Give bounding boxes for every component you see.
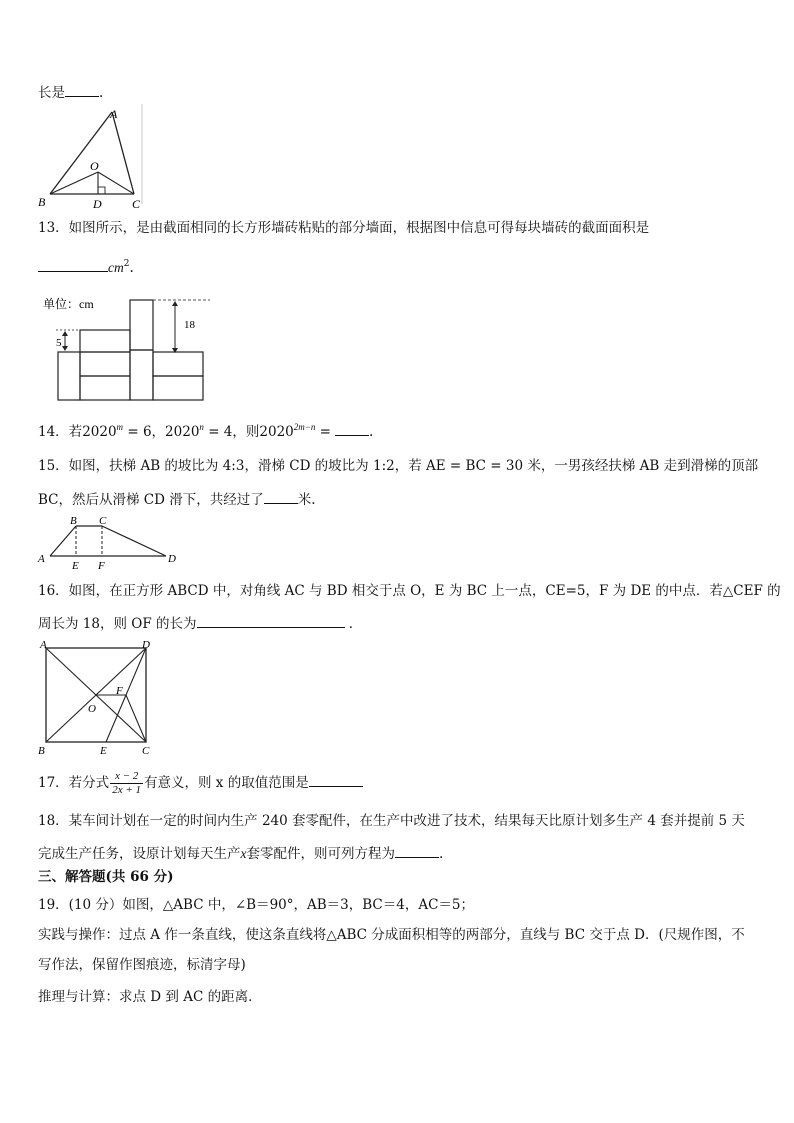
- q13-answer-line: $cm^2$.: [38, 257, 134, 277]
- q16-line2: 周长为 18，则 OF 的长为 ．: [38, 613, 362, 633]
- q16-label-o: O: [88, 703, 96, 715]
- q15-label-f: F: [98, 560, 105, 572]
- q16-label-a: A: [40, 639, 47, 651]
- q17-text: 17．若分式 $\frac{x - 2}{2x + 1}$ 有意义，则 x 的取值范围是: [38, 768, 363, 798]
- q15-slide-figure: [36, 514, 186, 570]
- q14-text: 14．若2020$^m$ = 6，2020$^n$ = 4，则$2020^{2m-n}$ = .: [38, 422, 374, 440]
- q16-label-f: F: [116, 685, 123, 697]
- q13-unit-label: 单位：cm: [43, 297, 94, 311]
- q12-label-b: B: [38, 195, 46, 209]
- q16-label-c: C: [142, 745, 150, 757]
- q16-label-e: E: [100, 745, 107, 757]
- q15-line2: BC，然后从滑梯 CD 滑下，共经过了 米.: [38, 489, 316, 509]
- q13-right-dim: 18: [184, 319, 195, 331]
- q17-answer-blank[interactable]: [309, 772, 363, 787]
- q13-wall-figure: [38, 292, 218, 402]
- q18-answer-blank[interactable]: [395, 843, 439, 858]
- q16-square-figure: [34, 638, 164, 758]
- q16-label-d: D: [142, 639, 150, 651]
- q12-triangle-figure: [36, 104, 146, 210]
- q15-label-d: D: [168, 553, 176, 565]
- q12-label-d: D: [93, 197, 102, 211]
- q12-label-c: C: [132, 197, 141, 211]
- q12-label-a: A: [110, 107, 118, 121]
- q16-label-b: B: [38, 745, 45, 757]
- q13-answer-blank[interactable]: [38, 257, 108, 272]
- q15-line1: 15．如图，扶梯 AB 的坡比为 4:3，滑梯 CD 的坡比为 1:2，若 AE = BC = 30 米，一男孩经扶梯 AB 走到滑梯的顶部: [38, 458, 759, 474]
- section-3-heading: 三、解答题(共 66 分): [38, 869, 174, 885]
- q14-answer-blank[interactable]: [335, 421, 369, 436]
- q15-label-a: A: [38, 553, 45, 565]
- q12-label-o: O: [90, 159, 99, 173]
- q19-line2: 实践与操作：过点 A 作一条直线，使这条直线将△ABC 分成面积相等的两部分，直线与 BC 交于点 D．(尺规作图，不: [38, 927, 745, 943]
- q13-text: 13．如图所示，是由截面相同的长方形墙砖粘贴的部分墙面，根据图中信息可得每块墙砖的截面面积是: [38, 220, 650, 236]
- q15-label-c: C: [99, 515, 107, 527]
- q18-line1: 18．某车间计划在一定的时间内生产 240 套零配件，在生产中改进了技术，结果每天比原计划多生产 4 套并提前 5 天: [38, 813, 745, 829]
- q12-answer-blank[interactable]: [65, 82, 99, 97]
- q13-left-dim: 5: [56, 337, 62, 349]
- q15-answer-blank[interactable]: [264, 489, 298, 504]
- q18-line2: 完成生产任务，设原计划每天生产x套零配件，则可列方程为 .: [38, 843, 443, 863]
- q12-tail: 长是 .: [38, 82, 103, 102]
- q15-label-b: B: [70, 515, 77, 527]
- q19-line4: 推理与计算：求点 D 到 AC 的距离．: [38, 989, 262, 1005]
- q16-line1: 16．如图，在正方形 ABCD 中，对角线 AC 与 BD 相交于点 O，E 为 BC 上一点，CE=5，F 为 DE 的中点．若△CEF 的: [38, 583, 781, 599]
- q19-line1: 19．(10 分）如图，△ABC 中，∠B＝90°，AB＝3，BC＝4，AC＝5；: [38, 897, 475, 913]
- q19-line3: 写作法，保留作图痕迹，标清字母): [38, 957, 246, 973]
- q17-fraction: $\frac{x - 2}{2x + 1}$: [112, 770, 141, 796]
- q15-label-e: E: [72, 560, 79, 572]
- q16-answer-blank[interactable]: [197, 613, 345, 628]
